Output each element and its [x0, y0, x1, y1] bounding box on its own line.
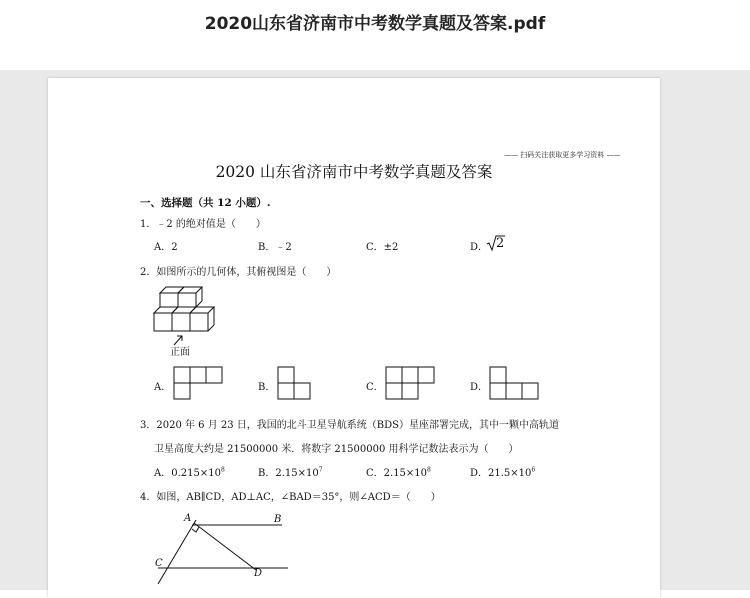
q3-option-d: D．$21.5\times 10^6$	[470, 466, 536, 479]
file-title: 2020山东省济南市中考数学真题及答案.pdf	[204, 14, 546, 34]
q1-option-a: A．2	[154, 242, 178, 253]
q2-option-b-figure	[278, 366, 318, 400]
q3-option-a: A．$0.215\times 10^8$	[154, 466, 225, 479]
sqrt-radicand: 2	[496, 236, 505, 251]
pdf-page	[48, 78, 660, 598]
title-bar	[0, 0, 750, 70]
document-title: 2020 山东省济南市中考数学真题及答案	[215, 163, 493, 181]
question-4-stem: 4．如图，AB∥CD，AD⊥AC，∠BAD＝35°，则∠ACD＝（ ）	[140, 492, 441, 503]
question-2-stem: 2．如图所示的几何体，其俯视图是（ ）	[140, 267, 337, 278]
pdf-viewer[interactable]	[0, 70, 750, 590]
q1-option-c: C．±2	[366, 242, 399, 253]
q2-option-a-figure	[174, 366, 228, 400]
header-note: —— 扫码关注获取更多学习资料 ——	[504, 151, 621, 159]
q2-option-c-figure	[386, 366, 440, 400]
q2-option-b: B．	[258, 382, 276, 393]
point-a-label: A	[184, 513, 192, 524]
q1-option-d: D．	[470, 242, 489, 253]
q2-option-d: D．	[470, 382, 489, 393]
point-c-label: C	[155, 558, 163, 569]
q2-option-d-figure	[490, 366, 544, 400]
question-3-stem-line1: 3．2020 年 6 月 23 日，我国的北斗卫星导航系统（BDS）星座部署完成，其中一颗中高轨道	[140, 420, 560, 431]
question-1-stem: 1．﹣2 的绝对值是（ ）	[140, 219, 266, 230]
point-d-label: D	[254, 568, 263, 579]
q2-option-c: C．	[366, 382, 384, 393]
question-3-stem-line2: 卫星高度大约是 21500000 米．将数字 21500000 用科学记数法表示为（ ）	[154, 444, 519, 455]
q1-option-b: B．﹣2	[258, 242, 292, 253]
q3-option-c: C．$2.15\times 10^8$	[366, 466, 431, 479]
section-heading: 一、选择题（共 12 小题）.	[140, 197, 271, 209]
q3-option-b: B．$2.15\times 10^7$	[258, 466, 323, 479]
front-view-label: 正面	[170, 347, 190, 358]
q2-option-a: A．	[154, 382, 172, 393]
solid-figure	[152, 279, 232, 349]
point-b-label: B	[274, 514, 282, 525]
